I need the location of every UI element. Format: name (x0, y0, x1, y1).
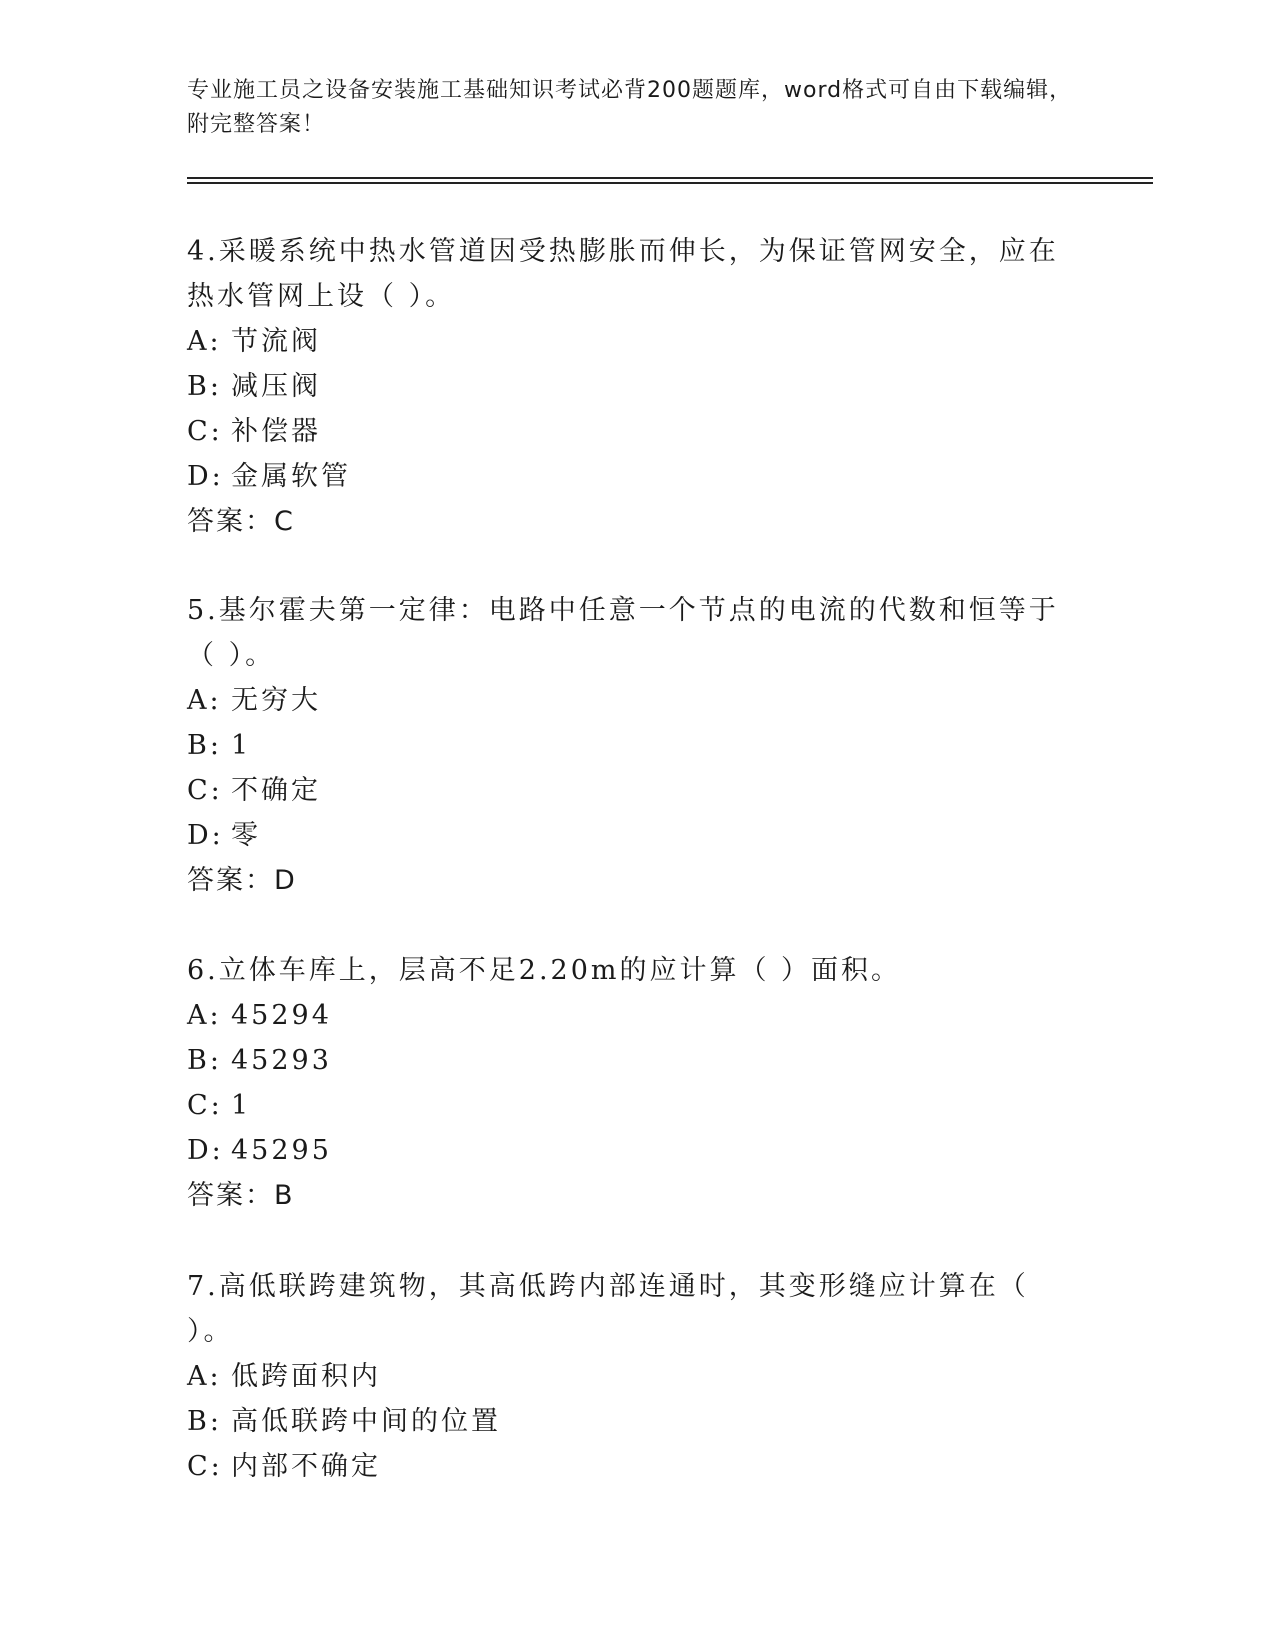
header-divider-top (187, 177, 1153, 179)
option-b (187, 364, 1067, 409)
option-c (187, 1083, 1067, 1128)
question-4 (187, 229, 1067, 544)
option-label: C: (187, 775, 223, 806)
option-label: A: (187, 1000, 222, 1031)
answer: 答案：C (187, 506, 295, 537)
document-header: 专业施工员之设备安装施工基础知识考试必背200题题库，word格式可自由下载编辑，附完整答案！ (187, 78, 1073, 137)
option-c (187, 1444, 1067, 1489)
option-c (187, 768, 1067, 813)
option-b (187, 723, 1067, 768)
question-stem: 4.采暖系统中热水管道因受热膨胀而伸长，为保证管网安全，应在热水管网上设（ ）。 (187, 236, 1059, 312)
option-d (187, 454, 1067, 499)
option-b (187, 1399, 1067, 1444)
option-b (187, 1038, 1067, 1083)
option-label: B: (187, 371, 222, 402)
option-label: C: (187, 1090, 223, 1121)
option-a (187, 678, 1067, 723)
option-label: B: (187, 1406, 222, 1437)
option-text: 无穷大 (231, 685, 321, 716)
option-a (187, 993, 1067, 1038)
option-a (187, 1354, 1067, 1399)
option-text: 45295 (231, 1135, 332, 1166)
answer: 答案：D (187, 865, 297, 896)
option-label: C: (187, 1451, 223, 1482)
option-text: 1 (231, 730, 252, 761)
option-label: D: (187, 461, 224, 492)
option-text: 不确定 (231, 775, 321, 806)
option-a (187, 319, 1067, 364)
header-divider-bottom (187, 182, 1153, 184)
question-stem: 5.基尔霍夫第一定律：电路中任意一个节点的电流的代数和恒等于（ ）。 (187, 595, 1059, 671)
option-text: 零 (231, 820, 261, 851)
option-label: D: (187, 820, 224, 851)
option-c (187, 409, 1067, 454)
option-text: 金属软管 (231, 461, 351, 492)
option-label: A: (187, 685, 222, 716)
option-d (187, 813, 1067, 858)
option-text: 45294 (231, 1000, 332, 1031)
option-text: 节流阀 (231, 326, 321, 357)
question-stem: 6.立体车库上，层高不足2.20m的应计算（ ）面积。 (187, 955, 902, 986)
option-text: 低跨面积内 (231, 1361, 381, 1392)
option-text: 45293 (231, 1045, 332, 1076)
option-d (187, 1128, 1067, 1173)
question-5 (187, 588, 1067, 903)
option-label: A: (187, 326, 222, 357)
question-stem: 7.高低联跨建筑物，其高低跨内部连通时，其变形缝应计算在（ ）。 (187, 1271, 1029, 1347)
question-6 (187, 948, 1067, 1218)
option-label: B: (187, 730, 222, 761)
question-7 (187, 1264, 1067, 1489)
option-label: B: (187, 1045, 222, 1076)
option-text: 1 (231, 1090, 252, 1121)
option-text: 减压阀 (231, 371, 321, 402)
option-text: 补偿器 (231, 416, 321, 447)
option-text: 高低联跨中间的位置 (231, 1406, 501, 1437)
option-label: A: (187, 1361, 222, 1392)
answer: 答案：B (187, 1180, 295, 1211)
option-text: 内部不确定 (231, 1451, 381, 1482)
option-label: C: (187, 416, 223, 447)
option-label: D: (187, 1135, 224, 1166)
